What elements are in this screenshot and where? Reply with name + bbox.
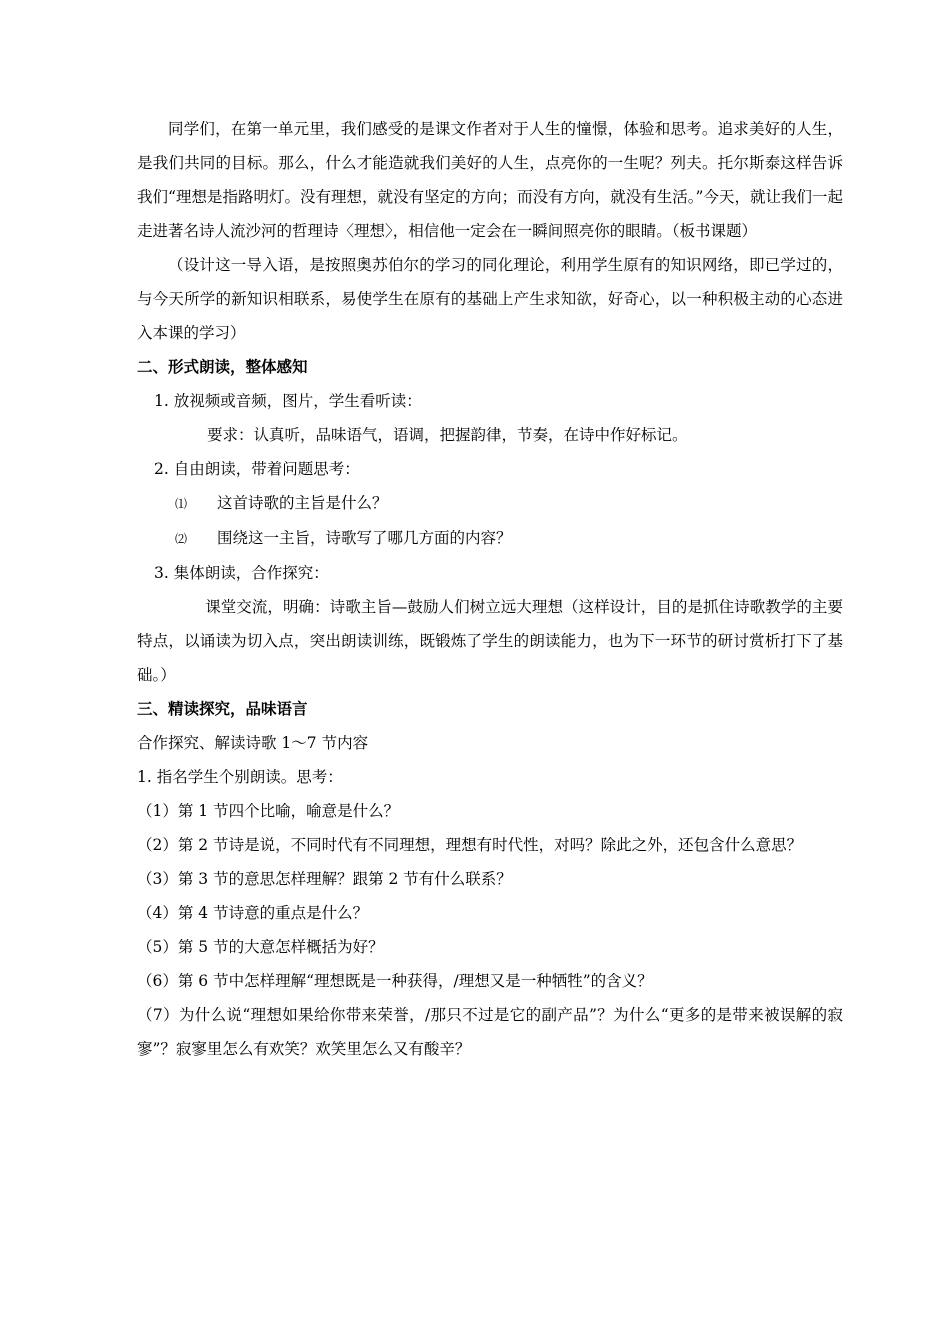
section-two-step-2: 2. 自由朗读，带着问题思考：	[154, 460, 360, 478]
question-item-1	[137, 486, 843, 521]
list-item: （5）第 5 节的大意怎样概括为好？	[137, 938, 384, 956]
list-item: （3）第 3 节的意思怎样理解？跟第 2 节有什么联系？	[137, 870, 512, 888]
question-number-1: ⑴	[175, 497, 188, 511]
design-note-paragraph: （设计这一导入语，是按照奥苏伯尔的学习的同化理论，利用学生原有的知识网络，即已学过的，与今天所学的新知识相联系，易使学生在原有的基础上产生求知欲，好奇心，以一种积极主动的心态进入本课的学习）	[137, 256, 843, 342]
list-item: （2）第 2 节诗是说，不同时代有不同理想，理想有时代性，对吗？除此之外，还包含什么意思？	[137, 836, 803, 854]
section-two-step-3-text: 课堂交流，明确：诗歌主旨—鼓励人们树立远大理想（这样设计，目的是抓住诗歌教学的主要特点，以诵读为切入点，突出朗读训练，既锻炼了学生的朗读能力，也为下一环节的研讨赏析打下了基础。）	[137, 598, 843, 684]
section-two-heading: 二、形式朗读，整体感知	[137, 357, 308, 376]
document-page	[137, 112, 843, 1066]
question-text-2: 围绕这一主旨，诗歌写了哪几方面的内容？	[217, 529, 512, 547]
question-text-1: 这首诗歌的主旨是什么？	[217, 494, 388, 512]
section-three-subtitle: 合作探究、解读诗歌 1～7 节内容	[137, 734, 369, 752]
section-three-step-1: 1. 指名学生个别朗读。思考：	[137, 768, 343, 786]
section-three-heading: 三、精读探究，品味语言	[137, 699, 308, 718]
question-item-2	[137, 521, 843, 556]
list-item: （6）第 6 节中怎样理解“理想既是一种获得，/理想又是一种牺牲”的含义？	[137, 972, 653, 990]
question-number-2: ⑵	[175, 532, 188, 546]
section-two-step-1-requirement: 要求：认真听，品味语气，语调，把握韵律，节奏，在诗中作好标记。	[207, 426, 688, 444]
list-item: （4）第 4 节诗意的重点是什么？	[137, 904, 369, 922]
section-two-step-1: 1. 放视频或音频，图片，学生看听读：	[154, 392, 422, 410]
intro-paragraph: 同学们，在第一单元里，我们感受的是课文作者对于人生的憧憬，体验和思考。追求美好的人生，是我们共同的目标。那么，什么才能造就我们美好的人生，点亮你的一生呢？列夫。托尔斯泰这样告诉我们“理想是指路明灯。没有理想，就没有坚定的方向；而没有方向，就没有生活。”今天，就让我们一起走进著名诗人流沙河的哲理诗〈理想〉，相信他一定会在一瞬间照亮你的眼睛。（板书课题）	[137, 120, 843, 240]
list-item: （1）第 1 节四个比喻，喻意是什么？	[137, 802, 400, 820]
section-two-step-3: 3. 集体朗读，合作探究：	[154, 564, 329, 582]
list-item: （7）为什么说“理想如果给你带来荣誉，/那只不过是它的副产品”？为什么“更多的是带来被误解的寂寥”？寂寥里怎么有欢笑？欢笑里怎么又有酸辛？	[137, 1006, 843, 1058]
